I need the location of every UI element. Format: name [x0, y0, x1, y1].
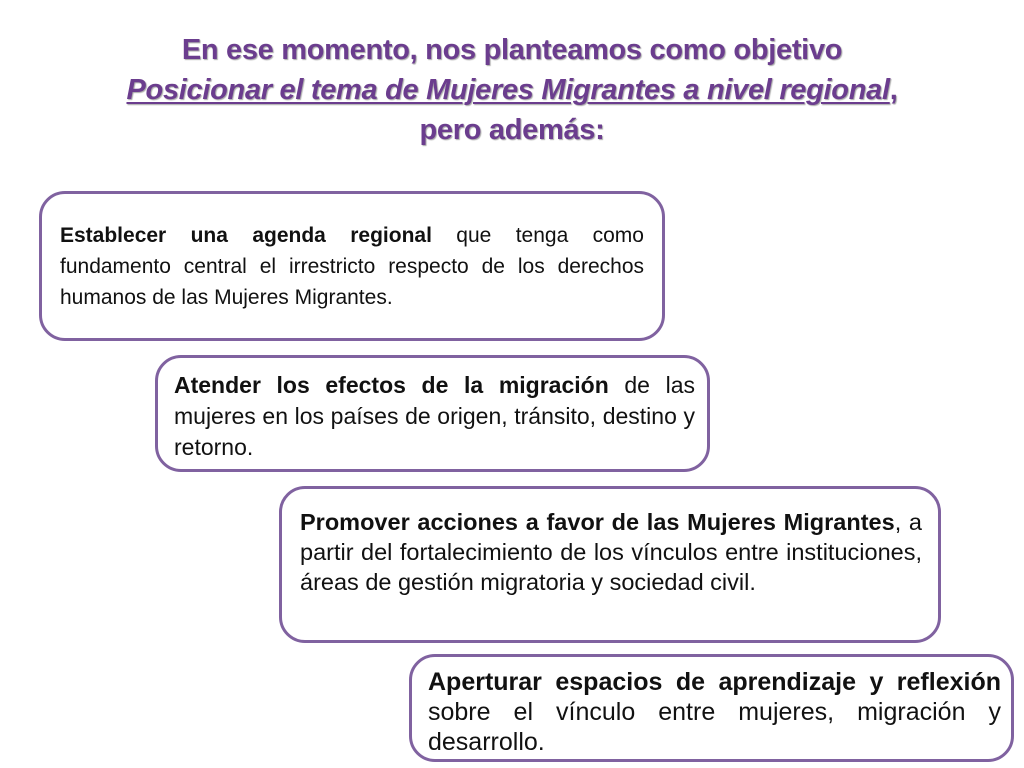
title-line-2-suffix: ,: [889, 74, 898, 106]
title-line-1: En ese momento, nos planteamos como objetivo: [181, 34, 843, 66]
objective-1-text: que tenga como fundamento central el irrestricto respecto de los derechos humanos de las Mujeres Migrantes.: [60, 224, 644, 309]
objective-3-strong: Promover acciones a favor de las Mujeres Migrantes: [300, 509, 895, 535]
objective-box-4: [409, 654, 1014, 762]
objective-3-text: , a partir del fortalecimiento de los vínculos entre instituciones, áreas de gestión migratoria y sociedad civil.: [300, 509, 922, 595]
objective-box-2: [155, 355, 710, 472]
objective-2-text: de las mujeres en los países de origen, tránsito, destino y retorno.: [174, 372, 695, 460]
title-line-3: pero además:: [419, 114, 605, 146]
objective-2-strong: Atender los efectos de la migración: [174, 372, 609, 398]
objective-box-3: [279, 486, 941, 643]
slide-title: [40, 30, 984, 150]
objective-1-strong: Establecer una agenda regional: [60, 224, 432, 247]
title-line-2: [40, 70, 984, 110]
objective-4-strong: Aperturar espacios de aprendizaje y reflexión: [428, 668, 1001, 696]
objective-box-1: [39, 191, 665, 341]
objective-4-text: sobre el vínculo entre mujeres, migración y desarrollo.: [428, 698, 1001, 756]
title-emphasis: Posicionar el tema de Mujeres Migrantes a nivel regional: [126, 74, 890, 106]
